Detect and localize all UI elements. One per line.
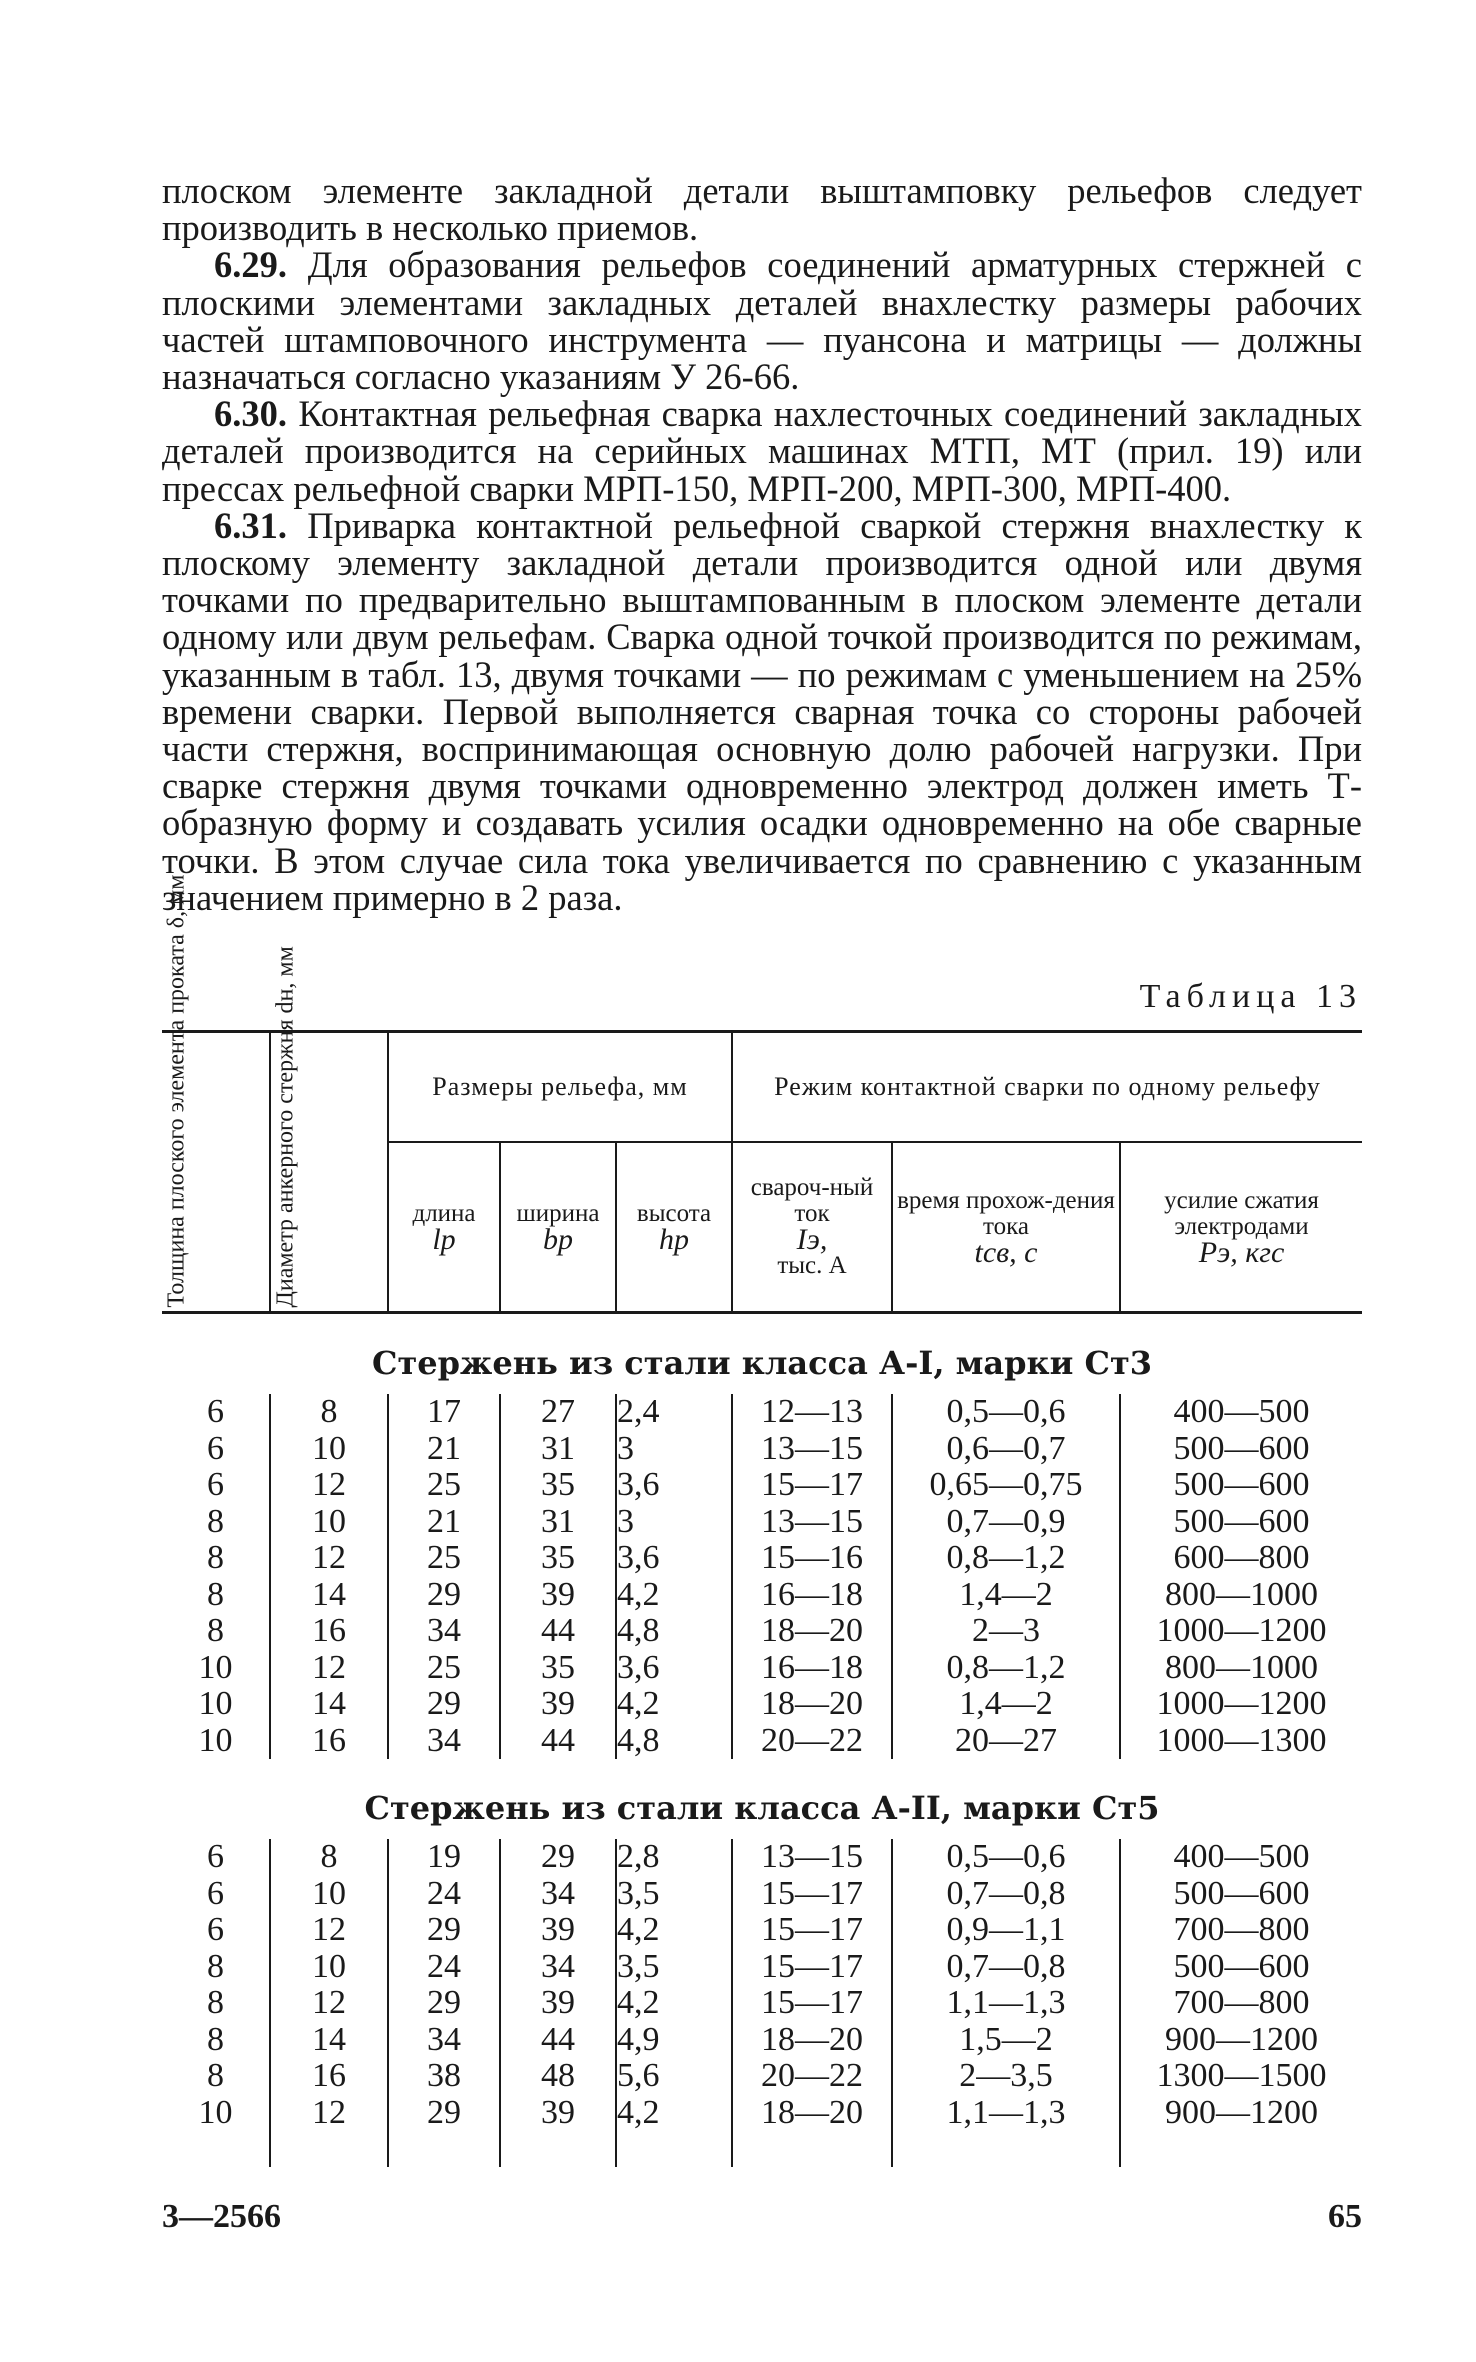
- cell-height: 4,9: [616, 2022, 732, 2059]
- cell-force: 500—600: [1173, 1429, 1310, 1467]
- cell-force: 500—600: [1173, 1947, 1310, 1985]
- table-row: [162, 1613, 1362, 1650]
- cell-width: 31: [500, 1431, 616, 1468]
- cell-time: 1,4—2: [892, 1686, 1120, 1723]
- cell-height: 4,8: [616, 1613, 732, 1650]
- printer-signature: 3—2566: [162, 2198, 281, 2235]
- header-thickness: Толщина плоского элемента проката δ, мм: [162, 1032, 270, 1313]
- section-title: Стержень из стали класса А-II, марки Ст5: [364, 1789, 1160, 1827]
- cell-diameter: 14: [270, 1686, 388, 1723]
- cell-height: 2,8: [616, 1839, 732, 1876]
- table-row: [162, 1394, 1362, 1431]
- cell-current: 16—18: [732, 1577, 892, 1614]
- cell-force: 700—800: [1173, 1911, 1310, 1948]
- header-time: время прохож-дения тока tсв, с: [892, 1142, 1120, 1313]
- cell-thickness: 8: [162, 1613, 270, 1650]
- cell-height: 2,4: [616, 1394, 732, 1431]
- table-bottom-spacer: [162, 2131, 1362, 2167]
- cell-force: 600—800: [1173, 1539, 1310, 1576]
- cell-time: 1,4—2: [892, 1577, 1120, 1614]
- empty-cell: [388, 2131, 500, 2167]
- cell-time: 1,1—1,3: [892, 1985, 1120, 2022]
- cell-height: 3: [616, 1431, 732, 1468]
- cell-time: 0,8—1,2: [892, 1540, 1120, 1577]
- cell-diameter: 10: [270, 1876, 388, 1913]
- cell-length: 21: [388, 1431, 500, 1468]
- cell-width: 35: [500, 1467, 616, 1504]
- cell-thickness: 8: [162, 2058, 270, 2095]
- cell-current: 20—22: [732, 2058, 892, 2095]
- cell-height: 3,6: [616, 1467, 732, 1504]
- cell-width: 29: [500, 1839, 616, 1876]
- cell-time: 0,8—1,2: [892, 1650, 1120, 1687]
- cell-height: 3: [616, 1504, 732, 1541]
- table-row: [162, 1467, 1362, 1504]
- cell-force: 1000—1300: [1156, 1721, 1327, 1759]
- cell-current: 18—20: [732, 1613, 892, 1650]
- cell-width: 44: [500, 1723, 616, 1760]
- header-current: свароч-ный ток Iэ, тыс. А: [732, 1142, 892, 1313]
- cell-width: 44: [500, 2022, 616, 2059]
- cell-height: 4,2: [616, 1985, 732, 2022]
- table-row: [162, 1504, 1362, 1541]
- table-row: [162, 1686, 1362, 1723]
- cell-time: 0,9—1,1: [892, 1912, 1120, 1949]
- cell-diameter: 12: [270, 1540, 388, 1577]
- paragraph-text: Приварка контактной рельефной сваркой стержня внахлестку к плоскому элементу закладной детали производится одной или двумя точками по предварительно выштампованным в плоском элементе детали одному или двум рельефам. Сварка одной точкой производится по режимам, указанным в табл. 13, двумя точками — по режимам с уменьшением на 25% времени сварки. Первой выполняется сварная точка со стороны рабочей части стержня, воспринимающая основную долю рабочей нагрузки. При сварке стержня двумя точками одновременно электрод должен иметь Т-образную форму и создавать усилия осадки одновременно на обе сварные точки. В этом случае сила тока увеличивается по сравнению с указанным значением примерно в 2 раза.: [162, 504, 1363, 918]
- cell-diameter: 10: [270, 1504, 388, 1541]
- empty-cell: [892, 2131, 1120, 2167]
- cell-time: 1,1—1,3: [892, 2095, 1120, 2132]
- cell-diameter: 12: [270, 1912, 388, 1949]
- cell-current: 18—20: [732, 2022, 892, 2059]
- header-mode-group: Режим контактной сварки по одному рельефу: [732, 1032, 1362, 1143]
- table-row: [162, 2058, 1362, 2095]
- header-diameter: Диаметр анкерного стержня dн, мм: [270, 1032, 388, 1313]
- cell-length: 34: [388, 1613, 500, 1650]
- header-length: длина lр: [388, 1142, 500, 1313]
- table-row: [162, 1723, 1362, 1760]
- cell-current: 20—22: [732, 1723, 892, 1760]
- header-width: ширина bр: [500, 1142, 616, 1313]
- table-row: [162, 2022, 1362, 2059]
- cell-height: 3,6: [616, 1540, 732, 1577]
- table-row: [162, 1912, 1362, 1949]
- cell-length: 29: [388, 1985, 500, 2022]
- cell-width: 48: [500, 2058, 616, 2095]
- cell-height: 3,6: [616, 1650, 732, 1687]
- cell-length: 25: [388, 1540, 500, 1577]
- cell-diameter: 16: [270, 2058, 388, 2095]
- cell-force: 1000—1200: [1156, 1685, 1327, 1722]
- table-row: [162, 1985, 1362, 2022]
- cell-width: 31: [500, 1504, 616, 1541]
- cell-thickness: 8: [162, 1504, 270, 1541]
- cell-force: 1300—1500: [1156, 2057, 1327, 2094]
- cell-current: 18—20: [732, 1686, 892, 1723]
- table-row: [162, 1540, 1362, 1577]
- cell-thickness: 8: [162, 1949, 270, 1986]
- cell-length: 24: [388, 1949, 500, 1986]
- cell-current: 15—17: [732, 1949, 892, 1986]
- cell-length: 24: [388, 1876, 500, 1913]
- cell-width: 39: [500, 1686, 616, 1723]
- cell-current: 15—16: [732, 1540, 892, 1577]
- cell-thickness: 6: [162, 1876, 270, 1913]
- cell-time: 0,7—0,9: [892, 1504, 1120, 1541]
- cell-width: 39: [500, 1577, 616, 1614]
- table-row: [162, 1650, 1362, 1687]
- cell-length: 29: [388, 1912, 500, 1949]
- cell-time: 0,5—0,6: [892, 1394, 1120, 1431]
- cell-diameter: 10: [270, 1431, 388, 1468]
- cell-thickness: 6: [162, 1467, 270, 1504]
- cell-current: 12—13: [732, 1394, 892, 1431]
- paragraph-6-30: [162, 395, 1362, 507]
- cell-length: 29: [388, 2095, 500, 2132]
- cell-width: 35: [500, 1540, 616, 1577]
- cell-time: 0,65—0,75: [892, 1467, 1120, 1504]
- cell-force: 900—1200: [1165, 2093, 1319, 2131]
- table-row: [162, 2095, 1362, 2132]
- paragraph-6-29: [162, 244, 1362, 398]
- table-row: [162, 1577, 1362, 1614]
- cell-width: 34: [500, 1949, 616, 1986]
- table-caption: Таблица 13: [1139, 978, 1362, 1015]
- cell-length: 25: [388, 1467, 500, 1504]
- table-row: [162, 1431, 1362, 1468]
- cell-force: 500—600: [1173, 1466, 1310, 1503]
- cell-width: 39: [500, 2095, 616, 2132]
- cell-diameter: 10: [270, 1949, 388, 1986]
- cell-diameter: 12: [270, 2095, 388, 2132]
- cell-time: 2—3,5: [892, 2058, 1120, 2095]
- cell-thickness: 6: [162, 1431, 270, 1468]
- empty-cell: [270, 2131, 388, 2167]
- table-row: [162, 1949, 1362, 1986]
- cell-length: 19: [388, 1839, 500, 1876]
- cell-diameter: 12: [270, 1985, 388, 2022]
- cell-height: 4,8: [616, 1723, 732, 1760]
- cell-diameter: 16: [270, 1613, 388, 1650]
- section-title-row: [162, 1313, 1362, 1395]
- paragraph-number: 6.29.: [214, 244, 287, 286]
- cell-thickness: 6: [162, 1912, 270, 1949]
- cell-diameter: 8: [270, 1839, 388, 1876]
- cell-force: 500—600: [1173, 1502, 1310, 1540]
- cell-thickness: 8: [162, 1985, 270, 2022]
- cell-current: 18—20: [732, 2095, 892, 2132]
- table-row: [162, 1839, 1362, 1876]
- cell-height: 3,5: [616, 1949, 732, 1986]
- cell-height: 3,5: [616, 1876, 732, 1913]
- header-height: высота hр: [616, 1142, 732, 1313]
- empty-cell: [616, 2131, 732, 2167]
- cell-current: 13—15: [732, 1504, 892, 1541]
- empty-cell: [732, 2131, 892, 2167]
- cell-height: 4,2: [616, 2095, 732, 2132]
- cell-length: 17: [388, 1394, 500, 1431]
- cell-force: 900—1200: [1165, 2020, 1319, 2058]
- cell-diameter: 8: [270, 1394, 388, 1431]
- cell-thickness: 8: [162, 2022, 270, 2059]
- cell-force: 400—500: [1173, 1838, 1310, 1875]
- cell-thickness: 6: [162, 1839, 270, 1876]
- cell-thickness: 8: [162, 1577, 270, 1614]
- empty-cell: [500, 2131, 616, 2167]
- cell-length: 29: [388, 1686, 500, 1723]
- cell-width: 35: [500, 1650, 616, 1687]
- cell-height: 5,6: [616, 2058, 732, 2095]
- table-row: [162, 1876, 1362, 1913]
- cell-length: 34: [388, 2022, 500, 2059]
- cell-time: 0,7—0,8: [892, 1876, 1120, 1913]
- cell-force: 700—800: [1173, 1984, 1310, 2021]
- cell-time: 1,5—2: [892, 2022, 1120, 2059]
- paragraph-number: 6.30.: [214, 393, 287, 435]
- paragraph-text: Для образования рельефов соединений арматурных стержней с плоскими элементами закладных деталей внахлестку размеры рабочих частей штамповочного инструмента — пуансона и матрицы — должны назначаться согласно указаниям У 26-66.: [162, 244, 1362, 398]
- cell-length: 38: [388, 2058, 500, 2095]
- cell-current: 16—18: [732, 1650, 892, 1687]
- cell-width: 39: [500, 1912, 616, 1949]
- page-number: 65: [1328, 2198, 1362, 2235]
- cell-diameter: 12: [270, 1467, 388, 1504]
- cell-length: 29: [388, 1577, 500, 1614]
- table-body: [162, 1313, 1362, 2168]
- cell-force: 500—600: [1173, 1874, 1310, 1912]
- cell-thickness: 6: [162, 1394, 270, 1431]
- cell-current: 15—17: [732, 1467, 892, 1504]
- cell-thickness: 10: [162, 1650, 270, 1687]
- cell-time: 20—27: [892, 1723, 1120, 1760]
- cell-current: 15—17: [732, 1985, 892, 2022]
- cell-time: 0,6—0,7: [892, 1431, 1120, 1468]
- section-title: Стержень из стали класса А-I, марки Ст3: [371, 1344, 1153, 1382]
- paragraph-number: 6.31.: [214, 504, 287, 546]
- cell-current: 13—15: [732, 1431, 892, 1468]
- cell-thickness: 10: [162, 1686, 270, 1723]
- header-force: усилие сжатия электродами Pэ, кгс: [1164, 1187, 1319, 1269]
- cell-width: 44: [500, 1613, 616, 1650]
- cell-time: 2—3: [892, 1613, 1120, 1650]
- section-title-row: [162, 1759, 1362, 1839]
- cell-diameter: 14: [270, 1577, 388, 1614]
- cell-force: 800—1000: [1165, 1648, 1319, 1686]
- cell-time: 0,5—0,6: [892, 1839, 1120, 1876]
- cell-width: 39: [500, 1985, 616, 2022]
- paragraph-continuation: плоском элементе закладной детали выштамповку рельефов следует производить в несколько приемов.: [162, 170, 1362, 249]
- cell-height: 4,2: [616, 1686, 732, 1723]
- cell-width: 34: [500, 1876, 616, 1913]
- cell-thickness: 10: [162, 1723, 270, 1760]
- cell-thickness: 10: [162, 2095, 270, 2132]
- cell-force: 1000—1200: [1156, 1612, 1327, 1649]
- paragraph-text: Контактная рельефная сварка нахлесточных соединений закладных деталей производится на серийных машинах МТП, МТ (прил. 19) или прессах рельефной сварки МРП-150, МРП-200, МРП-300, МРП-400.: [162, 393, 1362, 509]
- cell-length: 25: [388, 1650, 500, 1687]
- cell-force: 400—500: [1173, 1393, 1310, 1430]
- cell-force: 800—1000: [1165, 1575, 1319, 1613]
- cell-current: 15—17: [732, 1912, 892, 1949]
- cell-current: 13—15: [732, 1839, 892, 1876]
- cell-length: 21: [388, 1504, 500, 1541]
- header-relief-group: Размеры рельефа, мм: [388, 1032, 732, 1143]
- cell-time: 0,7—0,8: [892, 1949, 1120, 1986]
- cell-current: 15—17: [732, 1876, 892, 1913]
- cell-diameter: 16: [270, 1723, 388, 1760]
- cell-diameter: 12: [270, 1650, 388, 1687]
- cell-height: 4,2: [616, 1912, 732, 1949]
- empty-cell: [162, 2131, 270, 2167]
- empty-cell: [1120, 2131, 1362, 2167]
- cell-diameter: 14: [270, 2022, 388, 2059]
- paragraph-6-31: [162, 504, 1363, 918]
- cell-height: 4,2: [616, 1577, 732, 1614]
- cell-width: 27: [500, 1394, 616, 1431]
- cell-thickness: 8: [162, 1540, 270, 1577]
- cell-length: 34: [388, 1723, 500, 1760]
- body-text: [162, 172, 1362, 916]
